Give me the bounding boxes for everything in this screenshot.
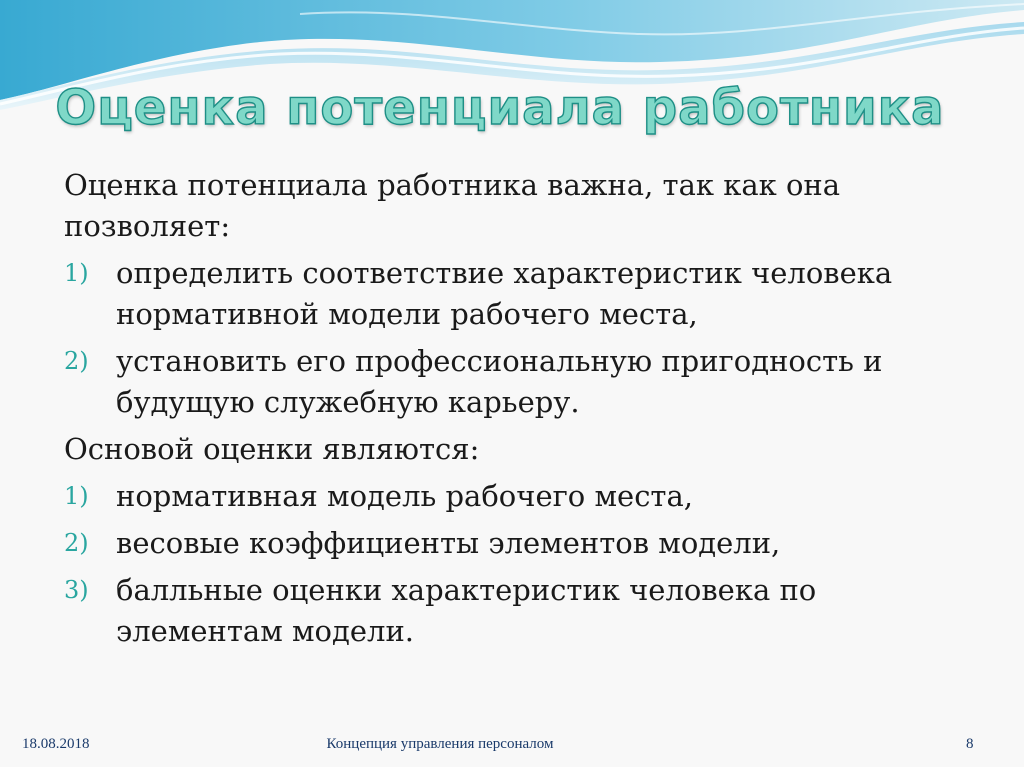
list-item xyxy=(64,341,964,423)
list-item xyxy=(64,476,964,517)
slide-title: Оценка потенциала работника xyxy=(55,80,945,136)
page-number: 8 xyxy=(966,736,974,752)
list-number: 1) xyxy=(64,482,89,510)
list-item-text: нормативная модель рабочего места, xyxy=(116,479,693,513)
list-item-text: установить его профессиональную пригодность и будущую служебную карьеру. xyxy=(116,344,883,419)
list-number: 1) xyxy=(64,259,89,287)
list-item-text: весовые коэффициенты элементов модели, xyxy=(116,526,781,560)
footer-date: 18.08.2018 xyxy=(22,736,90,752)
list-item-text: балльные оценки характеристик человека по элементам модели. xyxy=(116,573,817,648)
list-number: 3) xyxy=(64,576,89,604)
list-number: 2) xyxy=(64,529,89,557)
list-item-text: определить соответствие характеристик человека нормативной модели рабочего места, xyxy=(116,256,893,331)
footer-subject: Концепция управления персоналом xyxy=(326,736,554,752)
basis-text: Основой оценки являются: xyxy=(64,432,480,466)
list-number: 2) xyxy=(64,347,89,375)
intro-text: Оценка потенциала работника важна, так как она позволяет: xyxy=(64,168,841,243)
list-item xyxy=(64,253,964,335)
list-item xyxy=(64,523,964,564)
list-item xyxy=(64,570,964,652)
slide-body xyxy=(64,165,964,658)
